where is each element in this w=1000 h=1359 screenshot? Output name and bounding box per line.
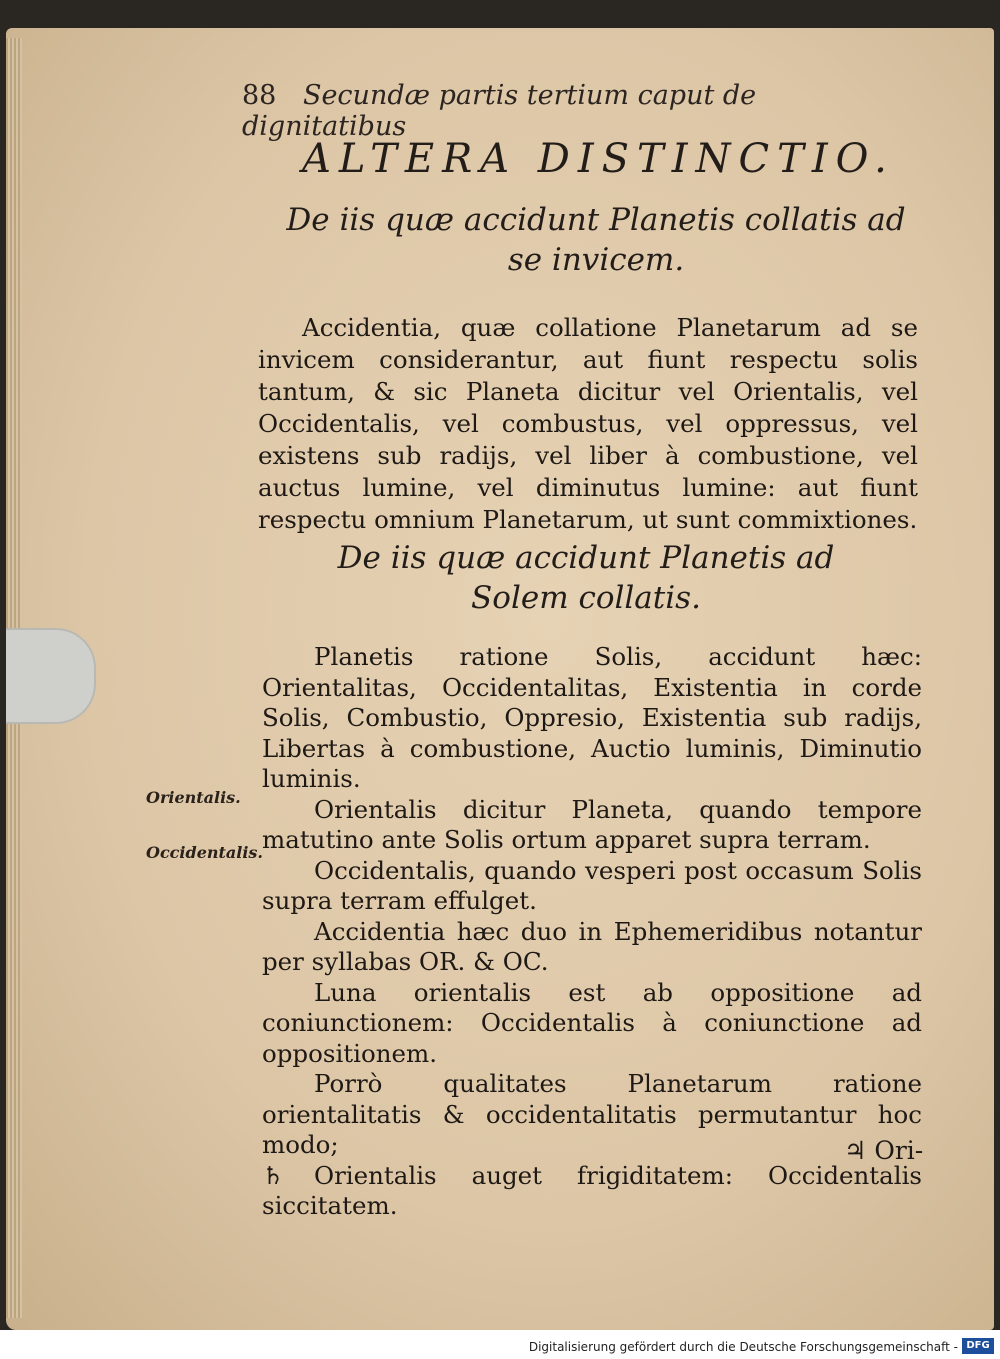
body-paragraph: Luna orientalis est ab oppositione ad coniunctionem: Occidentalis à coniunctione ad oppositionem. <box>262 977 922 1068</box>
margin-note-orientalis: Orientalis. <box>146 788 241 807</box>
book-page <box>6 28 994 1330</box>
body-paragraph: Planetis ratione Solis, accidunt hæc: Orientalitas, Occidentalitas, Existentia in corde Solis, Combustio, Oppresio, Existentia sub radijs, Libertas à combustione, Auctio luminis, Diminutio luminis. <box>262 642 922 793</box>
subtitle-collatis: De iis quæ accidunt Planetis collatis ad se invicem. <box>286 202 906 278</box>
running-title: Secundæ partis tertium caput de dignitatibus <box>242 80 757 142</box>
saturn-text: Orientalis auget frigiditatem: Occidentalis siccitatem. <box>262 1160 922 1220</box>
margin-note-occidentalis: Occidentalis. <box>146 843 263 862</box>
body-paragraph: Orientalis dicitur Planeta, quando tempore matutino ante Solis ortum apparet supra terram. <box>262 794 922 854</box>
page-number: 88 <box>242 80 277 111</box>
section-title: ALTERA DISTINCTIO. <box>302 136 895 182</box>
saturn-symbol: ♄ <box>262 1160 284 1190</box>
digitization-footer <box>0 1336 1000 1359</box>
footer-text: Digitalisierung gefördert durch die Deutsche Forschungsgemeinschaft - <box>528 1340 958 1354</box>
body-paragraph: Porrò qualitates Planetarum ratione orientalitatis & occidentalitatis permutantur hoc modo; <box>262 1069 922 1159</box>
running-header <box>242 80 862 142</box>
paragraph-accidentia <box>258 312 918 536</box>
paragraph-text: Accidentia, quæ collatione Planetarum ad se invicem considerantur, aut fiunt respectu solis tantum, & sic Planeta dicitur vel Orientalis, vel Occidentalis, vel combustus, vel oppressus, vel existens sub radijs, vel liber à combustione, vel auctus lumine, vel diminutus lumine: aut fiunt respectu omnium Planetarum, ut sunt commixtiones. <box>258 313 918 534</box>
bookmark-tab <box>6 628 96 724</box>
catchword: ♃ Ori- <box>844 1136 924 1165</box>
body-paragraph-saturn <box>262 1161 922 1222</box>
body-paragraph: Occidentalis, quando vesperi post occasum Solis supra terram effulget. <box>262 855 922 915</box>
body-text <box>262 642 922 1222</box>
subtitle-solem: De iis quæ accidunt Planetis ad Solem collatis. <box>337 540 835 616</box>
body-paragraph: Accidentia hæc duo in Ephemeridibus notantur per syllabas OR. & OC. <box>262 916 922 976</box>
dfg-logo: DFG <box>962 1338 994 1354</box>
